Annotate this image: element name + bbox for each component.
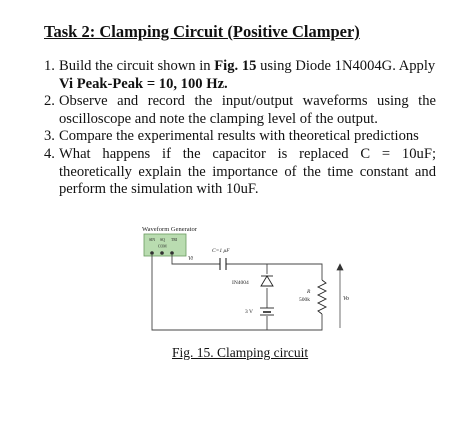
gen-terminal <box>150 251 154 255</box>
resistor-value: 500k <box>299 297 310 303</box>
task-text: using Diode 1N4004G. Apply <box>256 58 436 74</box>
task-text: Compare the experimental results with theoretical predictions <box>59 128 419 145</box>
gen-terminal <box>160 251 164 255</box>
figure-reference: Fig. 15 <box>214 58 257 74</box>
capacitor-label: C=1 μF <box>212 248 230 254</box>
gen-terminal <box>170 251 174 255</box>
diode-label: IN4004 <box>232 280 249 286</box>
task-number: 3. <box>44 128 55 145</box>
task-number: 4. <box>44 145 55 162</box>
clamping-circuit-diagram <box>140 222 360 350</box>
task-item-1 <box>44 58 436 93</box>
gen-button-sin: SIN <box>149 238 156 242</box>
task-item-2 <box>44 93 436 128</box>
task-text: Build the circuit shown in <box>59 58 215 74</box>
vo-label: Vo <box>343 296 349 302</box>
gen-button-tri: TRI <box>171 238 178 242</box>
gen-com-label: COM <box>158 244 167 249</box>
resistor-symbol <box>318 280 326 314</box>
gen-button-sq: SQ <box>160 238 165 242</box>
input-spec: Vi Peak-Peak = 10, 100 Hz. <box>59 75 228 92</box>
capacitor-symbol <box>220 258 226 270</box>
task-text: Observe and record the input/output waveforms using the oscilloscope and note the clamping level of the output. <box>59 93 436 127</box>
figure-caption: Fig. 15. Clamping circuit <box>172 345 309 360</box>
task-number: 1. <box>44 58 55 74</box>
circuit-wires <box>152 255 322 330</box>
diode-symbol <box>261 276 273 286</box>
task-text: What happens if the capacitor is replaced C = 10uF; theoretically explain the importance of the time constant and perform the simulation with 10uF. <box>59 145 436 198</box>
battery-symbol <box>260 308 274 315</box>
waveform-generator <box>144 234 186 256</box>
battery-label: 3 V <box>245 309 253 315</box>
task-list <box>44 58 436 199</box>
task-heading: Task 2: Clamping Circuit (Positive Clamper) <box>44 22 360 41</box>
generator-label: Waveform Generator <box>142 226 197 233</box>
task-number: 2. <box>44 93 55 110</box>
vi-label: Vi <box>188 256 193 262</box>
task-item-3 <box>44 128 436 146</box>
resistor-label: R <box>307 289 311 295</box>
task-item-4 <box>44 146 436 199</box>
